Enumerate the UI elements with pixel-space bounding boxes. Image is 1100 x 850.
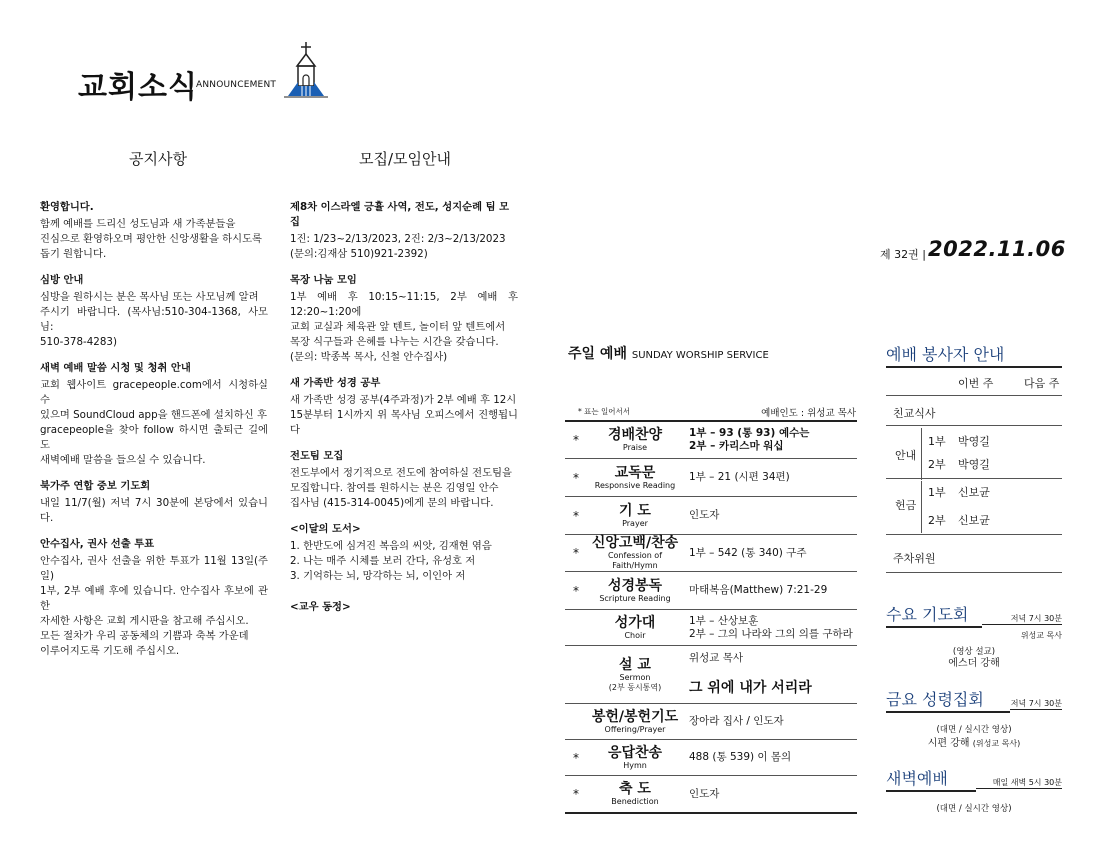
order-name-ko: 경배찬양	[607, 427, 663, 443]
offering-service: 2부	[928, 514, 946, 527]
order-row	[565, 459, 857, 497]
order-name-en: Choir	[624, 630, 646, 640]
order-name	[587, 535, 683, 571]
order-row	[565, 535, 857, 572]
column-this-week: 이번 주	[958, 377, 994, 390]
order-name	[587, 578, 683, 604]
wednesday-leader: 위성교 목사	[1020, 631, 1062, 640]
usher-service: 2부	[928, 458, 946, 471]
order-name	[587, 709, 683, 735]
notice-body: 안수집사, 권사 선출을 위한 투표가 11월 13일(주일) 1부, 2부 예배 후에 있습니다. 안수집사 후보에 관한 자세한 사항은 교회 게시판을 참고해 주십시오. 모든 절차가 우리 공동체의 기쁨과 축복 가운데 이루어지도록 기도해 주십시오.	[40, 555, 268, 657]
worship-title-en: SUNDAY WORSHIP SERVICE	[631, 350, 769, 361]
issue-date: 2022.11.06	[928, 237, 1066, 261]
wednesday-time: 저녁 7시 30분	[982, 613, 1062, 625]
wednesday-note: (영상 설교)	[952, 647, 996, 657]
order-row	[565, 646, 857, 704]
order-name-ko: 응답찬송	[607, 744, 663, 761]
stand-mark: *	[573, 787, 579, 801]
issue-volume: 제 32권 |	[880, 248, 926, 261]
order-detail: 488 (통 539) 이 몸의	[689, 751, 792, 763]
notice-title: 안수집사, 권사 선출 투표	[40, 538, 155, 550]
notice-item	[40, 273, 268, 350]
order-name-ko: 성가대	[614, 614, 656, 631]
role-parking: 주차위원	[893, 552, 936, 565]
divider	[921, 428, 922, 480]
worship-leader: 예배인도 : 위성교 목사	[761, 408, 856, 419]
usher-name: 박영길	[958, 435, 990, 448]
order-row	[565, 497, 857, 535]
order-name-en: Prayer	[622, 518, 648, 528]
order-name-en: Hymn	[623, 760, 647, 770]
recruit-item	[290, 522, 518, 584]
wednesday-topic: 에스더 강해	[948, 658, 1000, 669]
divider	[886, 572, 1062, 573]
notice-item	[40, 361, 268, 468]
page-subtitle: ANNOUNCEMENT	[196, 80, 277, 90]
order-name	[587, 615, 683, 641]
order-name-ko: 축 도	[619, 781, 651, 797]
order-name-en: Offering/Prayer	[604, 724, 666, 734]
order-name	[587, 465, 683, 491]
stand-mark: *	[573, 508, 579, 523]
usher-service: 1부	[928, 435, 946, 448]
column-next-week: 다음 주	[1024, 377, 1060, 390]
order-name-en: Responsive Reading	[594, 480, 676, 490]
divider	[886, 534, 1062, 535]
order-row	[565, 572, 857, 610]
divider	[886, 478, 1062, 479]
order-name-ko: 교독문	[614, 464, 656, 481]
dawn-note: (대면 / 실시간 영상)	[936, 804, 1012, 814]
order-name	[587, 781, 683, 807]
divider	[886, 395, 1062, 396]
recruit-item	[290, 600, 518, 615]
worship-order-table	[565, 420, 857, 814]
notice-title: 환영합니다.	[40, 201, 94, 213]
recruit-body: 1부 예배 후 10:15~11:15, 2부 예배 후 12:20~1:20에 교회 교실과 체육관 앞 텐트, 놀이터 앞 텐트에서 목장 식구들과 은혜를 나누는 시간을 갖습니다. (문의: 박종복 목사, 신철 안수집사)	[290, 291, 518, 363]
notice-item	[40, 200, 268, 262]
notice-body: 심방을 원하시는 분은 목사님 또는 사모님께 알려 주시기 바랍니다. (목사님:510-304-1368, 사모님: 510-378-4283)	[40, 291, 268, 348]
recruit-column	[290, 200, 518, 626]
notices-heading: 공지사항	[129, 150, 187, 168]
order-detail: 마태복음(Matthew) 7:21-29	[689, 584, 828, 596]
recruit-body: 새 가족반 성경 공부(4주과정)가 2부 예배 후 12시 15분부터 1시까지 위 목사님 오피스에서 진행됩니다	[290, 394, 518, 436]
order-detail: 장아라 집사 / 인도자	[689, 715, 784, 727]
friday-title: 금요 성령집회	[886, 687, 1010, 713]
divider	[886, 366, 1062, 368]
recruit-item	[290, 449, 518, 511]
offering-name: 신보균	[958, 514, 990, 527]
notice-title: 심방 안내	[40, 274, 84, 286]
divider	[921, 481, 922, 533]
friday-topic-main: 시편 강해	[927, 738, 970, 749]
notice-body: 내일 11/7(월) 저녁 7시 30분에 본당에서 있습니다.	[40, 497, 268, 524]
notice-body: 함께 예배를 드리신 성도님과 새 가족분들을 진심으로 환영하오며 평안한 신앙생활을 하시도록 돕기 원합니다.	[40, 218, 262, 260]
order-name	[587, 657, 683, 693]
notice-body: 교회 웹사이트 gracepeople.com에서 시청하실 수 있으며 SoundCloud app을 핸드폰에 설치하신 후 gracepeople을 찾아 follow 하시면 출퇴근 길에도 새벽예배 말씀을 들으실 수 있습니다.	[40, 379, 268, 466]
order-name-ko: 봉헌/봉헌기도	[591, 708, 679, 725]
friday-note: (대면 / 실시간 영상)	[936, 725, 1012, 735]
role-usher: 안내	[895, 449, 917, 462]
recruit-body: 1진: 1/23~2/13/2023, 2진: 2/3~2/13/2023 (문의:김재삼 510)921-2392)	[290, 233, 506, 260]
order-name-note: (2부 동시통역)	[608, 682, 662, 692]
recruit-item	[290, 376, 518, 438]
notice-title: 북가주 연합 중보 기도회	[40, 480, 151, 492]
recruit-item	[290, 273, 518, 365]
recruit-title: <교우 동정>	[290, 601, 351, 613]
notice-item	[40, 537, 268, 659]
order-name-ko: 성경봉독	[607, 577, 663, 594]
notices-column	[40, 200, 268, 670]
dawn-time: 매일 새벽 5시 30분	[976, 777, 1062, 789]
stand-mark: *	[573, 470, 579, 485]
worship-title-ko: 주일 예배	[568, 346, 627, 362]
sermon-preacher: 위성교 목사	[689, 651, 744, 664]
recruit-heading: 모집/모임안내	[359, 150, 451, 168]
recruit-title: 전도팀 모집	[290, 450, 344, 462]
stand-mark: *	[573, 433, 579, 447]
recruit-title: 제8차 이스라엘 긍휼 사역, 전도, 성지순례 팀 모집	[290, 201, 510, 228]
order-name-ko: 기 도	[619, 502, 651, 519]
order-name	[587, 745, 683, 771]
role-greeter: 친교식사	[893, 407, 936, 420]
standing-note: * 표는 일어서서	[578, 407, 630, 416]
order-name-ko: 설 교	[619, 656, 651, 673]
usher-name: 박영길	[958, 458, 990, 471]
page-title: 교회소식	[78, 70, 198, 105]
order-detail: 인도자	[689, 787, 720, 800]
order-row	[565, 740, 857, 776]
order-detail	[683, 639, 857, 711]
order-name-en: Confession of Faith/Hymn	[607, 551, 663, 570]
order-name-en: Benediction	[611, 797, 659, 806]
divider	[886, 425, 1062, 426]
order-name	[587, 503, 683, 529]
volunteers-title: 예배 봉사자 안내	[886, 345, 1005, 364]
order-row	[565, 776, 857, 812]
order-name-en: Sermon	[619, 672, 651, 682]
recruit-title: 새 가족반 성경 공부	[290, 377, 381, 389]
role-offering: 헌금	[895, 499, 917, 512]
order-name-en: Praise	[622, 443, 648, 452]
friday-topic	[886, 737, 1062, 751]
sermon-title: 그 위에 내가 서리라	[689, 679, 812, 696]
church-icon	[284, 42, 328, 98]
order-name-ko: 신앙고백/찬송	[591, 535, 679, 551]
offering-name: 신보균	[958, 486, 990, 499]
notice-item	[40, 479, 268, 526]
stand-mark: *	[573, 546, 579, 560]
order-detail: 1부 – 93 (통 93) 예수는 2부 – 카리스마 워십	[689, 427, 810, 452]
order-detail: 인도자	[689, 509, 720, 521]
recruit-title: 목장 나눔 모임	[290, 274, 357, 286]
wednesday-title: 수요 기도회	[886, 602, 982, 628]
order-name	[587, 427, 683, 453]
friday-time: 저녁 7시 30분	[1010, 699, 1062, 708]
notice-title: 새벽 예배 말씀 시청 및 청취 안내	[40, 362, 191, 374]
dawn-title: 새벽예배	[886, 766, 976, 792]
recruit-body: 1. 한반도에 심겨진 복음의 씨앗, 김재현 엮음 2. 나는 매주 시체를 보러 간다, 유성호 저 3. 기억하는 뇌, 망각하는 뇌, 이인아 저	[290, 540, 492, 582]
recruit-body: 전도부에서 정기적으로 전도에 참여하실 전도팀을 모집합니다. 참여를 원하시는 분은 김영일 안수 집사님 (415-314-0045)에게 문의 바랍니다.	[290, 467, 512, 509]
order-detail: 1부 – 21 (시편 34편)	[689, 471, 790, 483]
order-name-en: Scripture Reading	[599, 593, 671, 603]
friday-topic-leader: (위성교 목사)	[972, 739, 1021, 748]
stand-mark: *	[573, 583, 579, 598]
order-detail: 1부 – 산상보훈 2부 – 그의 나라와 그의 의를 구하라	[689, 614, 853, 640]
offering-service: 1부	[928, 486, 946, 499]
order-detail: 1부 – 542 (통 340) 구주	[689, 546, 807, 559]
recruit-item	[290, 200, 518, 262]
order-row	[565, 422, 857, 459]
recruit-title: <이달의 도서>	[290, 523, 361, 535]
stand-mark: *	[573, 750, 579, 765]
worship-title	[568, 343, 769, 363]
